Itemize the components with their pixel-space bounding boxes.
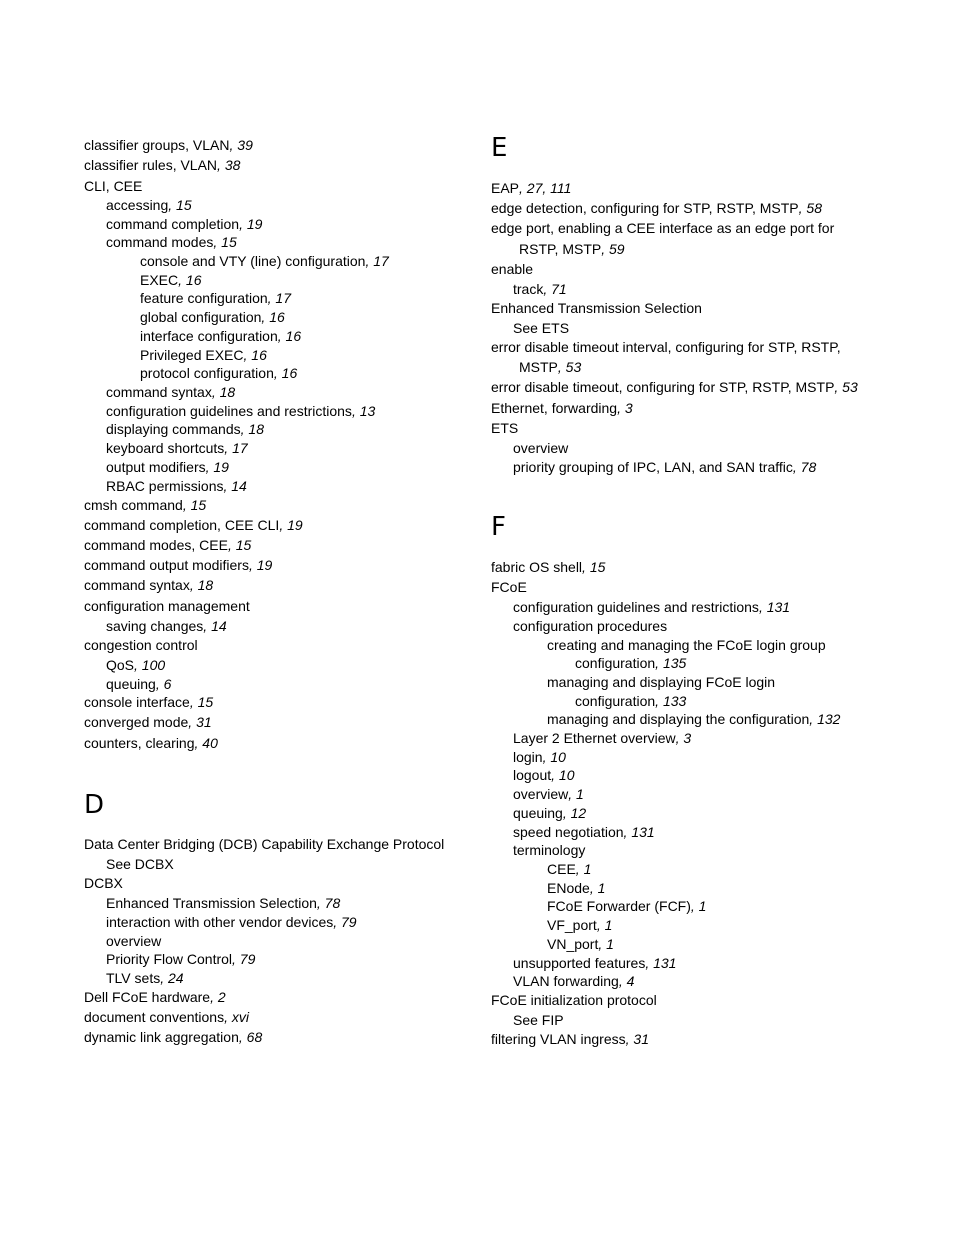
index-term: configuration [575,693,656,709]
index-page-ref: , 14 [223,478,247,494]
index-entry [106,383,235,401]
index-term: error disable timeout interval, configuring for STP, RSTP, [491,339,841,355]
index-term: Dell FCoE hardware [84,989,211,1005]
index-page-ref: , 16 [178,272,202,288]
index-term: CEE [547,861,576,877]
index-term: command completion, CEE CLI [84,517,280,533]
index-entry [106,196,192,214]
index-entry [513,954,676,972]
index-term: dynamic link aggregation [84,1029,239,1045]
index-entry [491,219,834,237]
index-page-ref: , 53 [834,379,858,395]
index-entry [106,950,255,968]
index-term: congestion control [84,637,198,653]
index-term: command modes [106,234,214,250]
index-entry [491,399,633,417]
index-entry [140,327,301,345]
index-page-ref: , 13 [351,403,376,419]
index-page-ref: , 1 [598,936,614,952]
index-term: cmsh command [84,497,183,513]
index-term: TLV sets [106,970,161,986]
index-page-ref: , 133 [655,693,687,709]
index-entry [547,636,826,654]
index-term: CLI, CEE [84,178,143,194]
index-term: configuration procedures [513,618,668,634]
index-entry [106,215,262,233]
index-entry [84,516,303,534]
index-entry [106,913,357,931]
index-term: command syntax [84,577,190,593]
index-page-ref: , 15 [582,559,606,575]
index-entry [84,988,226,1006]
index-entry [513,804,586,822]
index-page-ref: , 16 [261,309,285,325]
index-entry [513,598,790,616]
index-entry [84,693,213,711]
index-page-ref: , 79 [232,951,256,967]
index-entry [106,617,227,635]
index-page-ref: , 131 [623,824,655,840]
index-term: keyboard shortcuts [106,440,225,456]
section-letter-heading: D [84,790,105,820]
index-entry [140,289,291,307]
index-page-ref: , 15 [213,234,237,250]
index-page-ref: , 15 [182,497,207,513]
index-term: VF_port [547,917,597,933]
index-page-ref: , 38 [217,157,241,173]
index-page-ref: , 68 [238,1029,263,1045]
index-page-ref: , xvi [224,1009,249,1025]
index-entry [575,654,686,672]
index-page-ref: , 131 [645,955,677,971]
index-page-ref: , 3 [675,730,692,746]
index-term: command output modifiers [84,557,249,573]
index-page-ref: , 131 [758,599,791,615]
index-page-ref: , 15 [227,537,252,553]
index-entry [140,346,267,364]
index-entry [491,991,657,1009]
index-page-ref: , 14 [203,618,227,634]
index-term: See DCBX [106,856,174,872]
index-term: ENode [547,880,590,896]
index-term: terminology [513,842,586,858]
index-page-ref: , 16 [243,347,267,363]
index-term: interface configuration [140,328,278,344]
index-term: converged mode [84,714,189,730]
index-term: VLAN forwarding [513,973,619,989]
index-entry [547,897,706,915]
index-term: console and VTY (line) configuration [140,253,366,269]
index-entry [547,879,605,897]
index-entry [84,835,444,853]
index-page-ref: , 12 [562,805,587,821]
index-entry [84,177,142,195]
index-term: VN_port [547,936,599,952]
index-term: output modifiers [106,459,206,475]
index-entry [491,179,571,197]
index-entry [575,692,686,710]
index-term: command modes, CEE [84,537,228,553]
index-term: track [513,281,544,297]
index-term: edge port, enabling a CEE interface as an edge port for [491,220,835,236]
index-entry [106,894,340,912]
index-term: Priority Flow Control [106,951,233,967]
index-term: configuration guidelines and restrictions [513,599,759,615]
index-term: See FIP [513,1012,564,1028]
index-entry [106,402,375,420]
index-term: displaying commands [106,421,241,437]
index-page-ref: , 59 [601,241,625,257]
index-entry [84,156,240,174]
index-entry [140,364,297,382]
index-page-ref: , 27, 111 [519,180,572,196]
index-term: managing and displaying the configuration [547,711,810,727]
index-page-ref: , 15 [189,694,214,710]
index-page-ref: , 1 [575,861,592,877]
index-entry [513,823,655,841]
index-entry [491,378,858,396]
index-entry [84,536,251,554]
index-page-ref: , 16 [273,365,298,381]
index-entry [519,358,581,376]
index-term: configuration [575,655,656,671]
index-page-ref: , 53 [557,359,582,375]
index-term: RSTP, MSTP [519,241,602,257]
index-page-ref: , 19 [279,517,303,533]
index-term: Layer 2 Ethernet overview [513,730,676,746]
index-page-ref: , 100 [134,657,166,673]
index-entry [513,766,575,784]
index-entry [84,496,206,514]
index-term: Privileged EXEC [140,347,244,363]
index-term: command syntax [106,384,212,400]
index-page-ref: , 3 [617,400,633,416]
index-entry [519,240,625,258]
index-term: MSTP [519,359,558,375]
index-term: Enhanced Transmission Selection [491,300,702,316]
index-entry [513,841,585,859]
index-entry [491,338,841,356]
index-term: overview [513,440,569,456]
index-term: overview [513,786,569,802]
index-term: logout [513,767,552,783]
index-entry [106,477,247,495]
index-term: DCBX [84,875,123,891]
index-entry [84,874,123,892]
index-page-ref: , 1 [690,898,707,914]
index-entry [547,710,840,728]
index-term: managing and displaying FCoE login [547,674,776,690]
index-entry [106,969,184,987]
index-entry [84,1008,249,1026]
index-term: console interface [84,694,190,710]
index-term: edge detection, configuring for STP, RSTP, MSTP [491,200,799,216]
index-entry [547,860,591,878]
index-page-ref: , 19 [205,459,229,475]
index-page-ref: , 58 [798,200,823,216]
index-entry [106,855,174,873]
index-page-ref: , 135 [655,655,687,671]
index-entry [513,617,667,635]
index-term: global configuration [140,309,262,325]
index-page-ref: , 2 [210,989,226,1005]
index-term: priority grouping of IPC, LAN, and SAN traffic [513,459,793,475]
section-letter-heading: F [491,512,506,542]
index-page-ref: , 39 [229,137,253,153]
index-entry [513,729,691,747]
index-page-ref: , 16 [277,328,302,344]
index-page-ref: , 24 [160,970,184,986]
index-page-ref: , 17 [267,290,291,306]
index-entry [84,136,253,154]
index-entry [140,271,201,289]
index-entry [513,319,569,337]
index-entry [84,636,198,654]
index-term: ETS [491,420,519,436]
index-entry [106,420,264,438]
index-entry [491,558,605,576]
index-entry [140,308,285,326]
index-entry [491,419,518,437]
index-entry [84,576,213,594]
index-term: FCoE [491,579,527,595]
index-page-ref: , 18 [240,421,264,437]
index-page-ref: , 1 [596,917,613,933]
index-page-ref: , 132 [809,711,841,727]
index-entry [106,656,165,674]
index-term: document conventions [84,1009,225,1025]
index-entry [84,734,218,752]
index-entry [84,1028,262,1046]
index-entry [84,556,272,574]
index-term: configuration guidelines and restrictions [106,403,352,419]
index-page-ref: , 19 [248,557,273,573]
index-page-ref: , 31 [625,1031,649,1047]
index-entry [513,972,634,990]
index-term: Enhanced Transmission Selection [106,895,317,911]
index-term: filtering VLAN ingress [491,1031,626,1047]
index-entry [106,932,161,950]
index-page-ref: , 31 [188,714,212,730]
index-page-ref: , 71 [543,281,567,297]
index-entry [106,233,237,251]
index-term: enable [491,261,534,277]
index-term: FCoE initialization protocol [491,992,657,1008]
index-term: classifier rules, VLAN [84,157,218,173]
index-entry [513,280,567,298]
index-entry [513,748,566,766]
index-term: counters, clearing [84,735,195,751]
index-term: Data Center Bridging (DCB) Capability Exchange Protocol [84,836,445,852]
index-entry [513,439,568,457]
index-term: Ethernet, forwarding [491,400,618,416]
index-entry [491,260,533,278]
index-entry [491,199,822,217]
index-page-ref: , 6 [155,676,172,692]
index-page-ref: , 18 [189,577,214,593]
index-page-ref: , 1 [589,880,606,896]
index-term: interaction with other vendor devices [106,914,334,930]
index-term: command completion [106,216,240,232]
index-page-ref: , 17 [365,253,389,269]
index-page-ref: , 4 [618,973,635,989]
index-entry [547,673,775,691]
index-entry [491,299,702,317]
index-entry [106,675,171,693]
section-letter-heading: E [491,133,508,163]
index-page-ref: , 10 [551,767,575,783]
index-page-ref: , 1 [568,786,584,802]
index-page-ref: , 19 [239,216,263,232]
index-entry [491,1030,649,1048]
index-term: classifier groups, VLAN [84,137,230,153]
index-term: overview [106,933,162,949]
index-term: fabric OS shell [491,559,583,575]
index-term: EAP [491,180,520,196]
index-page-ref: , 78 [792,459,817,475]
index-term: error disable timeout, configuring for STP, RSTP, MSTP [491,379,835,395]
index-term: configuration management [84,598,250,614]
index-page-ref: , 78 [316,895,341,911]
index-page-ref: , 18 [211,384,236,400]
index-page-ref: , 10 [542,749,566,765]
index-term: See ETS [513,320,570,336]
index-term: QoS [106,657,135,673]
index-entry [106,458,229,476]
index-term: queuing [513,805,563,821]
index-term: accessing [106,197,169,213]
index-entry [513,1011,564,1029]
index-term: saving changes [106,618,204,634]
index-entry [513,785,584,803]
index-term: RBAC permissions [106,478,224,494]
index-entry [491,578,527,596]
index-entry [547,916,612,934]
index-page-ref: , 79 [333,914,357,930]
index-term: login [513,749,543,765]
index-page-ref: , 17 [224,440,248,456]
index-term: speed negotiation [513,824,624,840]
index-term: unsupported features [513,955,646,971]
index-term: feature configuration [140,290,268,306]
index-entry [547,935,614,953]
index-entry [513,458,816,476]
index-term: creating and managing the FCoE login group [547,637,826,653]
index-page-ref: , 15 [168,197,192,213]
index-term: protocol configuration [140,365,274,381]
index-entry [84,597,250,615]
index-entry [106,439,248,457]
index-term: EXEC [140,272,179,288]
index-entry [84,713,212,731]
index-page-ref: , 40 [194,735,218,751]
index-entry [140,252,389,270]
index-term: FCoE Forwarder (FCF) [547,898,691,914]
index-term: queuing [106,676,156,692]
